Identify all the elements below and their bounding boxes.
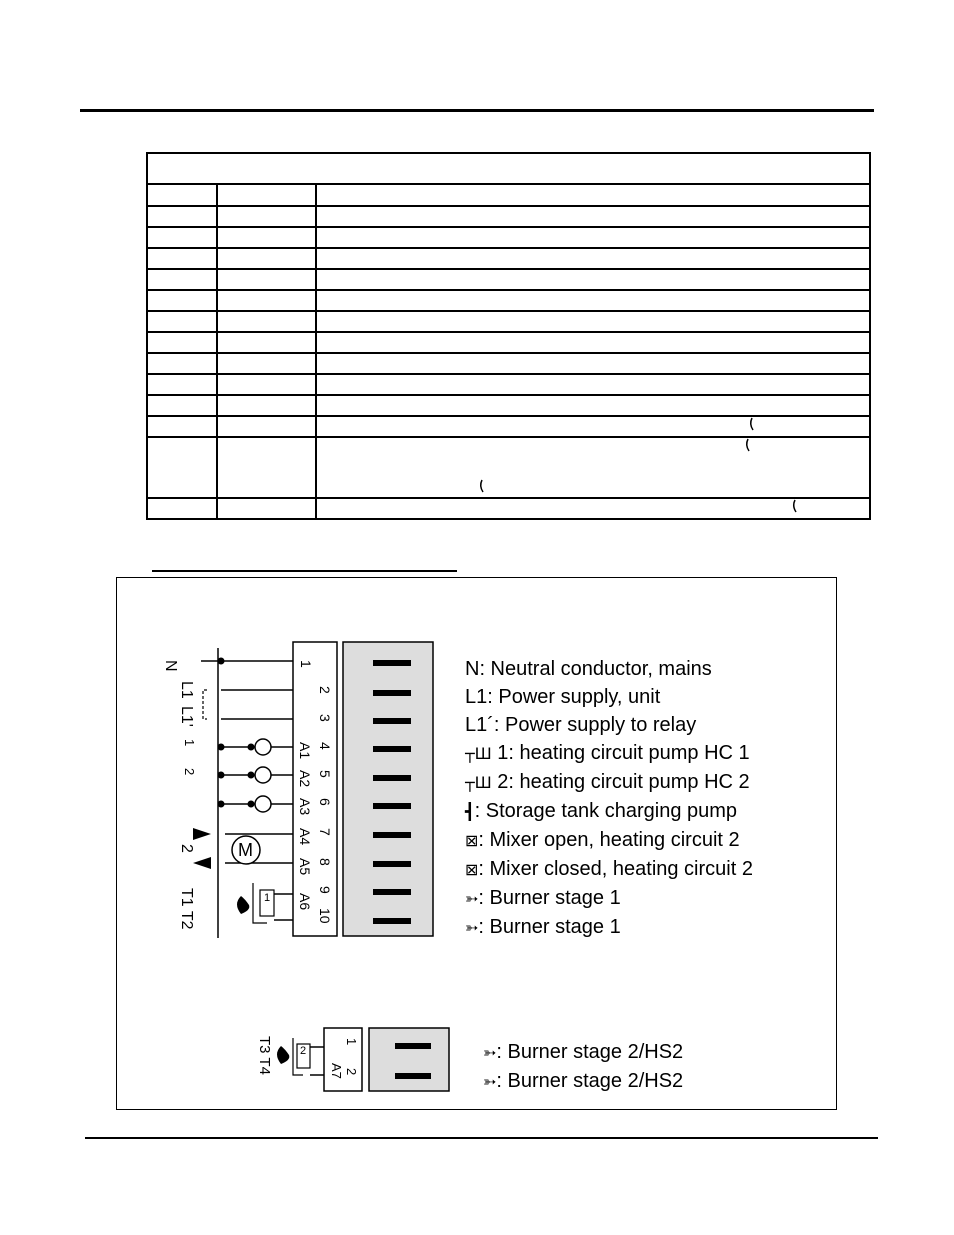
label-mixer: 2 xyxy=(178,844,195,853)
label-l1-prime: L1' xyxy=(178,706,195,727)
legend-item: L1´: Power supply to relay xyxy=(465,714,697,736)
legend-item: ➳: Burner stage 1 xyxy=(465,913,753,942)
motor-symbol: M xyxy=(238,840,253,860)
legend xyxy=(465,655,753,942)
output-a3: A3 xyxy=(297,798,313,816)
legend-item: ┬Ш 1: heating circuit pump HC 1 xyxy=(465,739,753,768)
terminal-2: 2 xyxy=(317,686,333,694)
terminal-1: 1 xyxy=(298,660,314,668)
relay-1-label: 1 xyxy=(264,892,271,904)
label-t3t4: T3 T4 xyxy=(256,1036,273,1075)
caption-underline xyxy=(152,570,457,572)
output-a6: A6 xyxy=(297,893,313,911)
output-a5: A5 xyxy=(297,858,313,876)
output-a7: A7 xyxy=(329,1063,344,1079)
label-hc2: 2 xyxy=(182,768,197,776)
burner-icon: ➳ xyxy=(465,918,479,937)
terminal-8: 8 xyxy=(317,858,333,866)
output-a4: A4 xyxy=(297,828,313,846)
terminal-5: 5 xyxy=(317,770,333,778)
radiator-icon: ┬Ш xyxy=(465,773,492,792)
legend-item: L1: Power supply, unit xyxy=(465,686,661,708)
terminal-10: 10 xyxy=(317,908,333,924)
legend-item: ⊠: Mixer open, heating circuit 2 xyxy=(465,826,753,855)
legend-item: ➳: Burner stage 2/HS2 xyxy=(483,1038,683,1067)
burner-icon: ➳ xyxy=(465,889,479,908)
burner-icon: ➳ xyxy=(483,1043,497,1062)
legend-second xyxy=(483,1038,683,1096)
terminal-9: 9 xyxy=(317,886,333,894)
terminal-6: 6 xyxy=(317,798,333,806)
terminal-4: 4 xyxy=(317,742,333,750)
terminal-3: 3 xyxy=(317,714,333,722)
label-hc1: 1 xyxy=(182,739,197,747)
table-marks xyxy=(148,154,869,518)
legend-item: ⊠: Mixer closed, heating circuit 2 xyxy=(465,855,753,884)
relay-2-label: 2 xyxy=(300,1045,307,1057)
terminal-second-2: 2 xyxy=(344,1068,359,1076)
terminal-7: 7 xyxy=(317,828,333,836)
header-rule xyxy=(80,109,874,112)
terminal-second-1: 1 xyxy=(344,1038,359,1046)
legend-item: ➳: Burner stage 2/HS2 xyxy=(483,1067,683,1096)
label-l1: L1 xyxy=(178,681,195,699)
burner-icon: ➳ xyxy=(483,1072,497,1091)
legend-item: N: Neutral conductor, mains xyxy=(465,658,712,680)
mixer-icon: ⊠ xyxy=(465,860,479,879)
label-n: N xyxy=(162,660,179,672)
footer-rule xyxy=(85,1137,878,1139)
output-a1: A1 xyxy=(297,742,313,760)
legend-item: ┫: Storage tank charging pump xyxy=(465,797,753,826)
legend-item: ┬Ш 2: heating circuit pump HC 2 xyxy=(465,768,753,797)
radiator-icon: ┬Ш xyxy=(465,744,492,763)
output-a2: A2 xyxy=(297,770,313,788)
label-t1t2: T1 T2 xyxy=(178,888,195,930)
terminal-table xyxy=(146,152,871,520)
mixer-icon: ⊠ xyxy=(465,831,479,850)
legend-item: ➳: Burner stage 1 xyxy=(465,884,753,913)
tap-icon: ┫ xyxy=(465,802,475,821)
